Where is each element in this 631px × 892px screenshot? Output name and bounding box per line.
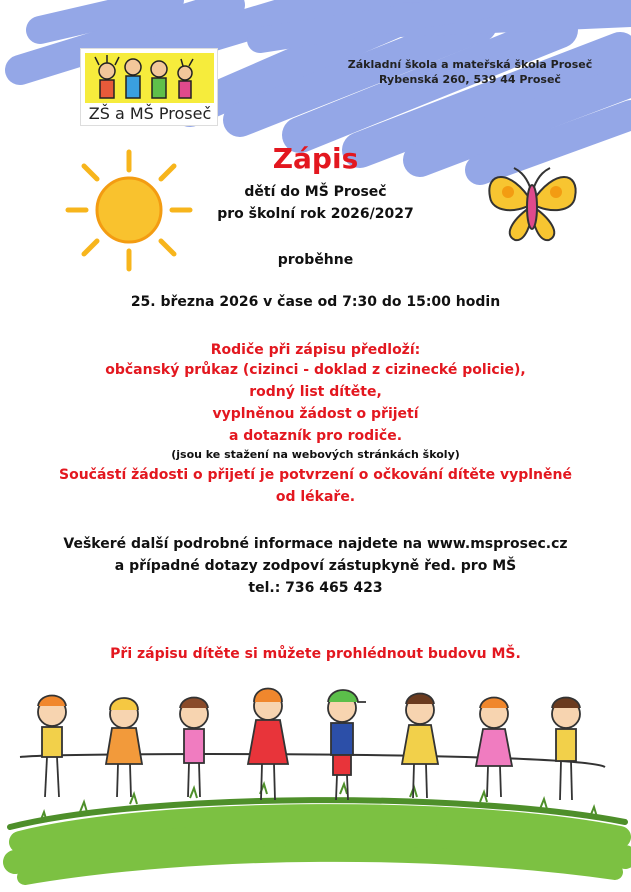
footer-note: Při zápisu dítěte si můžete prohlédnout budovu MŠ.	[110, 646, 521, 662]
will-take-place-text: proběhne	[277, 252, 354, 268]
vaccination-line1: Součástí žádosti o přijetí je potvrzení o očkování dítěte vyplněné	[59, 467, 572, 483]
logo-text: ZŠ a MŠ Proseč	[88, 104, 212, 123]
download-note: (jsou ke stažení na webových stránkách školy)	[171, 448, 460, 461]
school-address-line2: Rybenská 260, 539 44 Proseč	[379, 73, 561, 86]
subtitle-children: dětí do MŠ Proseč	[244, 184, 387, 200]
requirement-id-card: občanský průkaz (cizinci - doklad z cizinecké policie),	[105, 362, 526, 378]
info-website-line: Veškeré další podrobné informace najdete na www.msprosec.cz	[63, 536, 568, 552]
vaccination-line2: od lékaře.	[275, 489, 356, 505]
info-contact-line: a případné dotazy zodpoví zástupkyně řed. pro MŠ	[114, 558, 517, 574]
logo-children-icon	[85, 53, 214, 103]
enrollment-date: 25. března 2026 v čase od 7:30 do 15:00 hodin	[130, 294, 501, 310]
page-title: Zápis	[272, 142, 359, 175]
requirement-application: vyplněnou žádost o přijetí	[212, 406, 419, 422]
requirement-birth-certificate: rodný list dítěte,	[249, 384, 382, 400]
requirement-questionnaire: a dotazník pro rodiče.	[228, 428, 403, 444]
school-address-line1: Základní škola a mateřská škola Proseč	[347, 58, 593, 71]
children-holding-hands-illustration	[0, 672, 631, 892]
school-logo	[80, 48, 218, 126]
info-phone: tel.: 736 465 423	[248, 580, 383, 596]
requirements-intro: Rodiče při zápisu předloží:	[210, 342, 421, 358]
logo-background	[85, 53, 214, 103]
subtitle-school-year: pro školní rok 2026/2027	[217, 206, 414, 222]
